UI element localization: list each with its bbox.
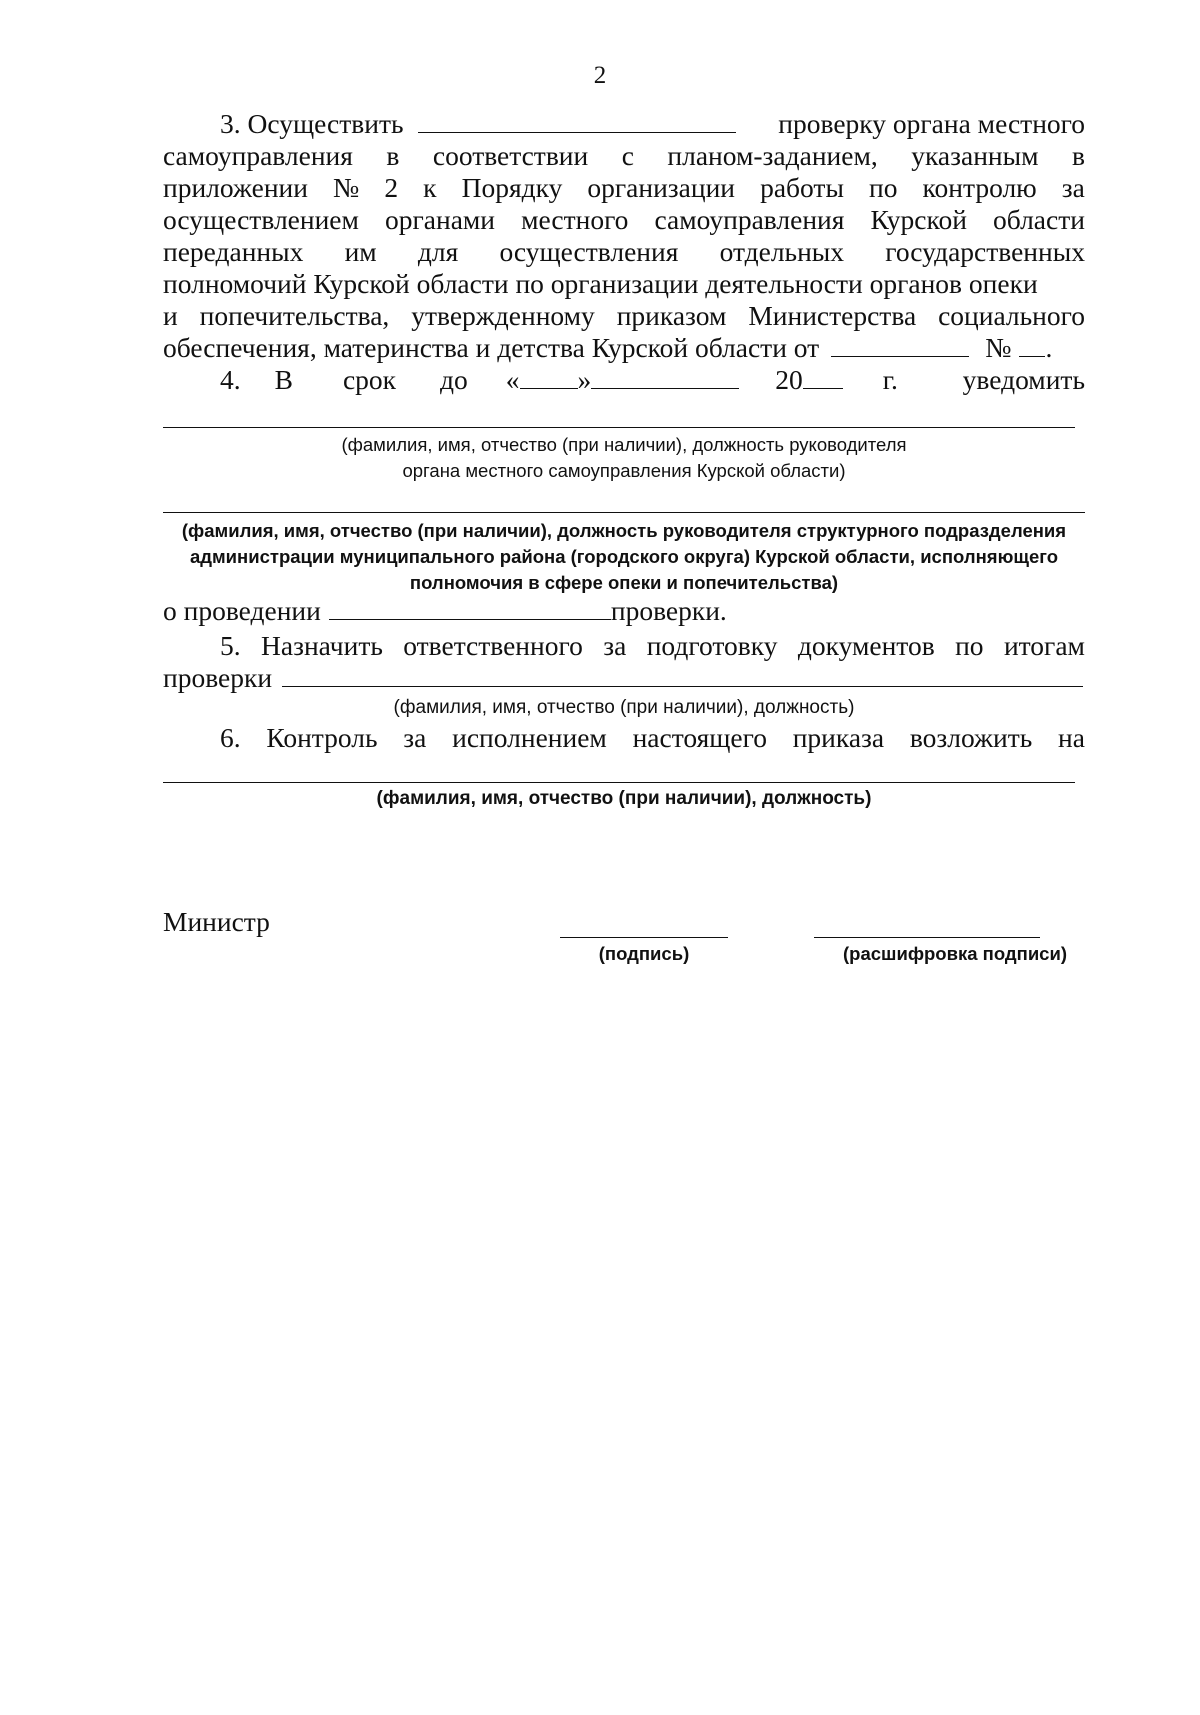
- word: им: [344, 236, 377, 267]
- p4-line1: [220, 364, 1085, 396]
- year-blank: [803, 366, 843, 389]
- signature-line: [560, 937, 728, 938]
- word: планом-заданием,: [667, 140, 878, 171]
- word: социального: [938, 300, 1085, 331]
- word: В: [274, 364, 293, 395]
- word: организации: [587, 172, 736, 203]
- word: государственных: [885, 236, 1085, 267]
- word: Назначить: [261, 630, 383, 661]
- p3-line8: [163, 332, 1085, 364]
- p6-line1: [220, 722, 1085, 754]
- p3-line1: [220, 108, 1085, 140]
- conduct-line: [163, 595, 1085, 627]
- year-suffix: г.: [882, 364, 898, 395]
- word: и: [163, 300, 178, 331]
- word: Контроль: [266, 722, 378, 753]
- quote-close: »: [577, 364, 592, 395]
- caption-responsible: (фамилия, имя, отчество (при наличии), должность): [393, 697, 855, 718]
- day-blank: [520, 366, 578, 389]
- word: возложить: [909, 722, 1033, 753]
- word: 5.: [220, 630, 241, 661]
- word: в: [1071, 140, 1085, 171]
- p3-line1-end: проверку органа местного: [778, 108, 1085, 139]
- order-number-blank: [1019, 334, 1045, 357]
- p3-line1-start: 3. Осуществить: [220, 108, 404, 139]
- signature-decode-line: [814, 937, 1040, 938]
- p3-line4: [163, 204, 1085, 236]
- word: итогам: [1003, 630, 1085, 661]
- control-name-line: [163, 782, 1075, 783]
- word: по: [955, 630, 984, 661]
- word: исполнением: [452, 722, 607, 753]
- p3-line7: [163, 300, 1085, 332]
- word: Курской: [870, 204, 967, 235]
- word: Министерства: [748, 300, 917, 331]
- p3-line2: [163, 140, 1085, 172]
- year-prefix: 20: [775, 364, 803, 395]
- word: до: [440, 364, 468, 395]
- caption-struct-1: (фамилия, имя, отчество (при наличии), должность руководителя структурного подразделения: [181, 520, 1067, 541]
- head-name-line: [163, 427, 1075, 428]
- word: за: [1061, 172, 1085, 203]
- word: настоящего: [632, 722, 767, 753]
- p5-line1: [220, 630, 1085, 662]
- word: документов: [797, 630, 935, 661]
- p4-number: 4.: [220, 364, 241, 395]
- word: Порядку: [461, 172, 563, 203]
- word: самоуправления: [654, 204, 845, 235]
- word: работы: [760, 172, 844, 203]
- p5-line2: [163, 662, 1085, 694]
- p3-line8-start: обеспечения, материнства и детства Курской области от: [163, 332, 820, 363]
- word: приказом: [616, 300, 727, 331]
- caption-head-1: (фамилия, имя, отчество (при наличии), должность руководителя: [341, 434, 907, 455]
- p3-line6: полномочий Курской области по организации деятельности органов опеки: [163, 268, 1038, 299]
- word: контролю: [922, 172, 1037, 203]
- word: на: [1058, 722, 1085, 753]
- word: к: [423, 172, 437, 203]
- word: утвержденному: [411, 300, 595, 331]
- check-type-blank: [418, 110, 736, 133]
- caption-struct-3: полномочия в сфере опеки и попечительства): [409, 572, 839, 593]
- conduct-end: проверки.: [610, 595, 727, 626]
- word: области: [993, 204, 1085, 235]
- number-sign: №: [985, 332, 1012, 363]
- word: с: [621, 140, 634, 171]
- word: ответственного: [403, 630, 583, 661]
- p3-line3: [163, 172, 1085, 204]
- caption-control: (фамилия, имя, отчество (при наличии), должность): [376, 788, 872, 809]
- word: соответствии: [432, 140, 589, 171]
- p5-line2-start: проверки: [163, 662, 273, 693]
- word: в: [386, 140, 400, 171]
- word: указанным: [911, 140, 1039, 171]
- signature-decode-caption: (расшифровка подписи): [842, 943, 1068, 964]
- word: подготовку: [646, 630, 778, 661]
- word: осуществлением: [163, 204, 359, 235]
- word: за: [403, 722, 427, 753]
- word: 2: [384, 172, 399, 203]
- word: приложении: [163, 172, 308, 203]
- page-number: 2: [593, 62, 607, 89]
- word: самоуправления: [163, 140, 353, 171]
- caption-struct-2: администрации муниципального района (городского округа) Курской области, исполняющего: [189, 546, 1059, 567]
- p3-line5: [163, 236, 1085, 268]
- word: по: [869, 172, 898, 203]
- period: .: [1045, 332, 1053, 363]
- word: осуществления: [499, 236, 679, 267]
- word: уведомить: [962, 364, 1085, 395]
- word: за: [603, 630, 627, 661]
- word: №: [333, 172, 360, 203]
- caption-head-2: органа местного самоуправления Курской области): [402, 460, 846, 481]
- word: 6.: [220, 722, 241, 753]
- word: приказа: [792, 722, 885, 753]
- word: органами: [385, 204, 496, 235]
- word: местного: [521, 204, 629, 235]
- month-blank: [591, 366, 739, 389]
- signature-caption: (подпись): [598, 943, 690, 964]
- check-kind-blank: [329, 597, 611, 620]
- conduct-start: о проведении: [163, 595, 321, 626]
- responsible-blank: [282, 664, 1083, 687]
- word: срок: [342, 364, 397, 395]
- quote-open: «: [505, 364, 520, 395]
- signature-title: Министр: [163, 906, 270, 937]
- word: переданных: [163, 236, 304, 267]
- order-date-blank: [831, 334, 969, 357]
- struct-name-line: [163, 512, 1085, 513]
- word: попечительства,: [199, 300, 390, 331]
- word: отдельных: [719, 236, 845, 267]
- word: для: [417, 236, 459, 267]
